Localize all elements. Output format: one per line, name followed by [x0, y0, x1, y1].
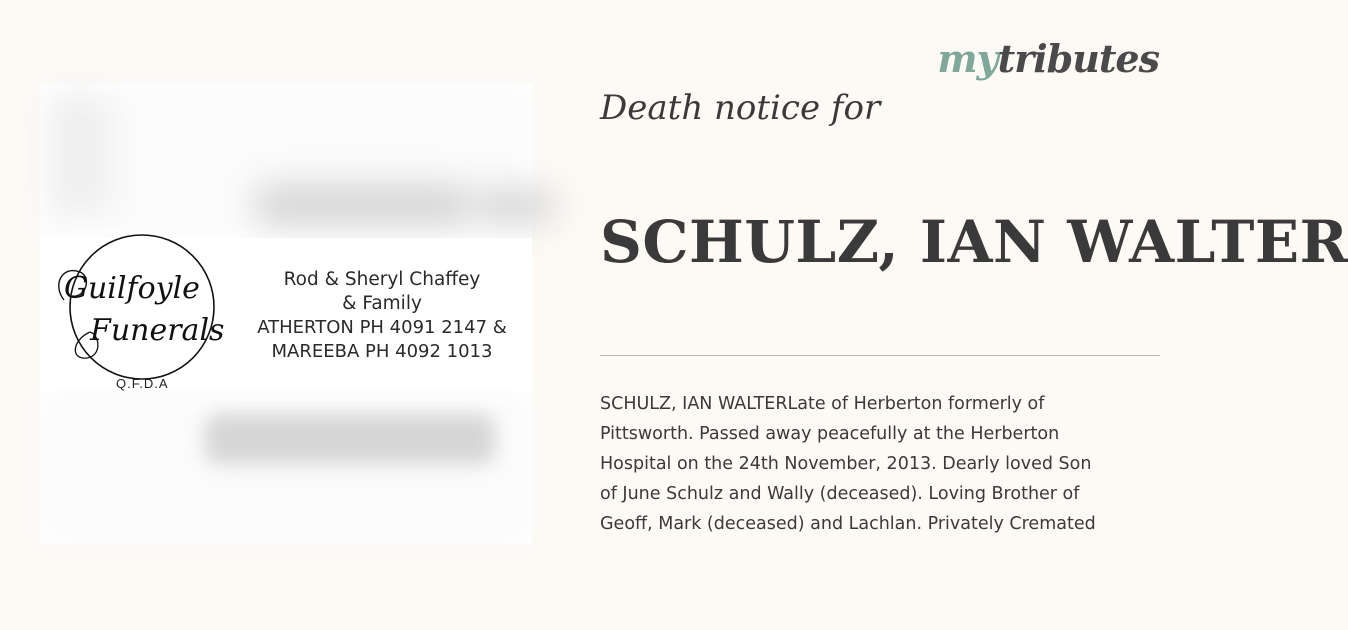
notice-body-line: Geoff, Mark (deceased) and Lachlan. Privately Cremated — [600, 514, 1096, 534]
blurred-shape — [255, 184, 470, 226]
notice-image — [40, 84, 532, 544]
notice-body-line: Pittsworth. Passed away peacefully at the Herberton — [600, 424, 1060, 444]
blurred-shape — [50, 94, 110, 214]
contact-line: ATHERTON PH 4091 2147 & — [257, 317, 507, 338]
funeral-director-contact — [236, 268, 528, 364]
brand-part-my: my — [937, 36, 998, 81]
funeral-director-strip — [40, 238, 532, 390]
blurred-shape — [205, 414, 495, 464]
mytributes-logo[interactable] — [937, 36, 1159, 81]
notice-body-line: of June Schulz and Wally (deceased). Loving Brother of — [600, 484, 1080, 504]
notice-body — [600, 389, 1180, 539]
logo-script-line2: Funerals — [90, 313, 225, 348]
contact-line: & Family — [342, 293, 422, 314]
blurred-shape — [475, 189, 555, 223]
contact-line: MAREEBA PH 4092 1013 — [271, 341, 493, 362]
contact-line: Rod & Sheryl Chaffey — [283, 269, 481, 290]
notice-body-line: Hospital on the 24th November, 2013. Dearly loved Son — [600, 454, 1092, 474]
notice-body-line: SCHULZ, IAN WALTERLate of Herberton formerly of — [600, 394, 1045, 414]
funeral-director-logo — [42, 240, 225, 391]
deceased-name: SCHULZ, IAN WALTER — [600, 208, 1348, 276]
divider — [600, 355, 1160, 356]
brand-part-tributes: tributes — [997, 36, 1159, 81]
logo-abbrev: Q.F.D.A — [116, 376, 169, 391]
logo-script-line1: Guilfoyle — [64, 271, 200, 306]
blurred-image-top — [40, 84, 532, 238]
notice-heading: Death notice for — [600, 88, 881, 128]
